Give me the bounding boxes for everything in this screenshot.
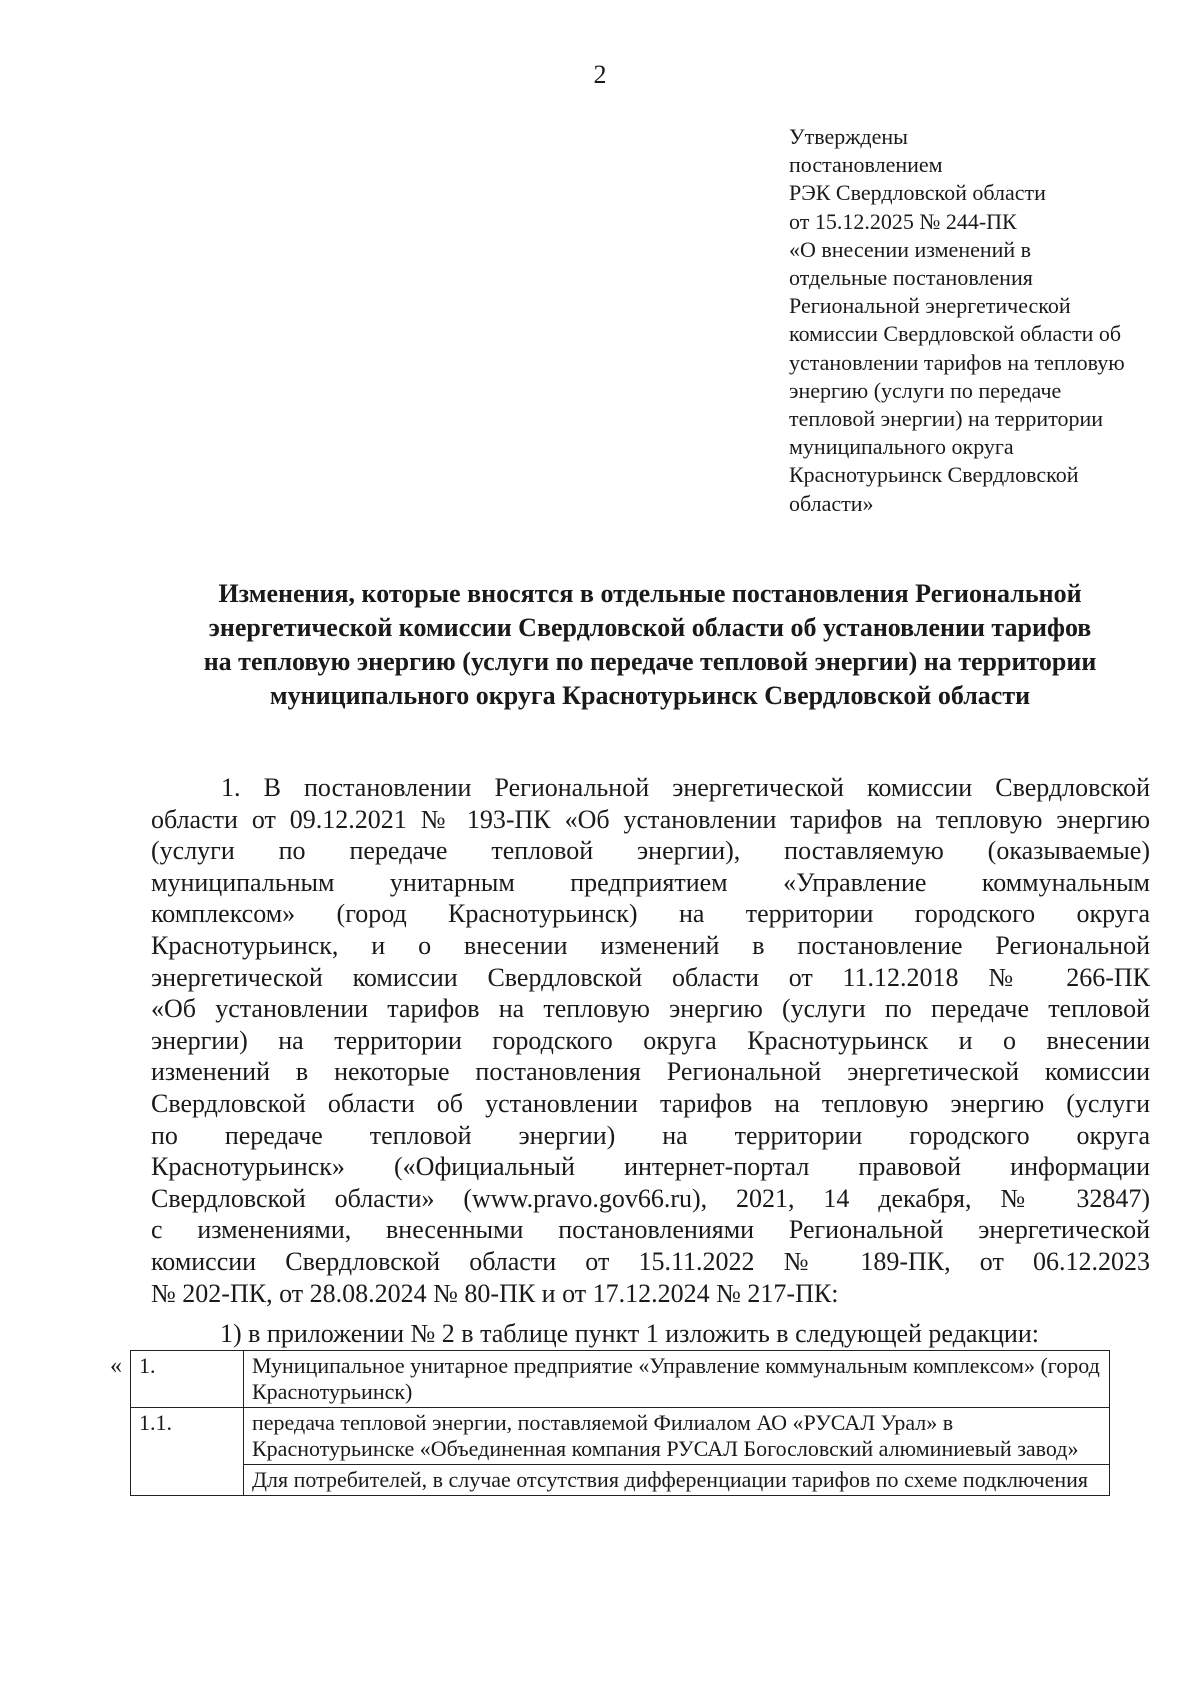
approval-line: от 15.12.2025 № 244-ПК <box>789 208 1017 234</box>
approval-line: «О внесении изменений в <box>789 236 1032 262</box>
approval-line: муниципального округа <box>789 434 1014 460</box>
paragraph-line: энергетической комиссии Свердловской области от 11.12.2018 № 266-ПК <box>151 962 1150 992</box>
paragraph-line: Краснотурьинск» («Официальный интернет-портал правовой информации <box>151 1152 1150 1182</box>
opening-quote: « <box>110 1353 122 1379</box>
row-number: 1. <box>131 1351 244 1408</box>
approval-line: постановлением <box>789 152 943 178</box>
row-number: 1.1. <box>131 1408 244 1496</box>
paragraph-1 <box>151 772 1150 1309</box>
approval-line: области» <box>789 490 874 516</box>
paragraph-line: «Об установлении тарифов на тепловую энергию (услуги по передаче тепловой <box>151 994 1150 1024</box>
paragraph-line: 1. В постановлении Региональной энергетической комиссии Свердловской <box>221 773 1150 802</box>
approval-line: энергию (услуги по передаче <box>789 377 1062 403</box>
table-row <box>131 1351 1110 1408</box>
paragraph-line: области от 09.12.2021 № 193-ПК «Об установлении тарифов на тепловую энергию <box>151 804 1150 834</box>
paragraph-line: № 202-ПК, от 28.08.2024 № 80-ПК и от 17.12.2024 № 217-ПК: <box>151 1278 839 1308</box>
title-line: на тепловую энергию (услуги по передаче тепловой энергии) на территории <box>203 647 1097 676</box>
table-row <box>131 1465 1110 1496</box>
row-text: Муниципальное унитарное предприятие «Управление коммунальным комплексом» (город Краснотурьинск) <box>244 1351 1110 1408</box>
paragraph-line: Краснотурьинск, и о внесении изменений в постановление Региональной <box>151 930 1150 960</box>
paragraph-line: с изменениями, внесенными постановлениями Региональной энергетической <box>151 1215 1150 1245</box>
approval-block <box>789 123 1189 518</box>
approval-line: Утверждены <box>789 124 908 149</box>
row-text: Для потребителей, в случае отсутствия дифференциации тарифов по схеме подключения <box>244 1465 1110 1496</box>
paragraph-line: комиссии Свердловской области от 15.11.2022 № 189-ПК, от 06.12.2023 <box>151 1246 1150 1276</box>
paragraph-line: (услуги по передаче тепловой энергии), поставляемую (оказываемые) <box>151 836 1150 866</box>
paragraph-line: муниципальным унитарным предприятием «Управление коммунальным <box>151 867 1150 897</box>
approval-line: Региональной энергетической <box>789 293 1071 319</box>
approval-line: Краснотурьинск Свердловской <box>789 462 1079 488</box>
paragraph-line: Свердловской области об установлении тарифов на тепловую энергию (услуги <box>151 1088 1150 1118</box>
page-number: 2 <box>593 60 607 89</box>
amendment-table <box>130 1350 1110 1496</box>
table-row <box>131 1408 1110 1465</box>
approval-line: тепловой энергии) на территории <box>789 406 1104 432</box>
paragraph-line: энергии) на территории городского округа Краснотурьинск и о внесении <box>151 1025 1150 1055</box>
paragraph-line: Свердловской области» (www.pravo.gov66.ru), 2021, 14 декабря, № 32847) <box>151 1183 1150 1213</box>
title-line: Изменения, которые вносятся в отдельные постановления Региональной <box>218 579 1082 608</box>
title-line: энергетической комиссии Свердловской области об установлении тарифов <box>208 613 1092 642</box>
approval-line: РЭК Свердловской области <box>789 180 1046 206</box>
title-line: муниципального округа Краснотурьинск Свердловской области <box>269 681 1031 710</box>
paragraph-line: комплексом» (город Краснотурьинск) на территории городского округа <box>151 899 1150 929</box>
row-text: передача тепловой энергии, поставляемой Филиалом АО «РУСАЛ Урал» в Краснотурьинске «Объединенная компания РУСАЛ Богословский алюминиевый завод» <box>244 1408 1110 1465</box>
paragraph-line: изменений в некоторые постановления Региональной энергетической комиссии <box>151 1057 1150 1087</box>
approval-line: установлении тарифов на тепловую <box>789 349 1125 375</box>
approval-line: комиссии Свердловской области об <box>789 321 1122 347</box>
subitem-1: 1) в приложении № 2 в таблице пункт 1 изложить в следующей редакции: <box>220 1319 1039 1348</box>
approval-line: отдельные постановления <box>789 265 1033 291</box>
document-title <box>100 577 1200 713</box>
paragraph-line: по передаче тепловой энергии) на территории городского округа <box>151 1120 1150 1150</box>
